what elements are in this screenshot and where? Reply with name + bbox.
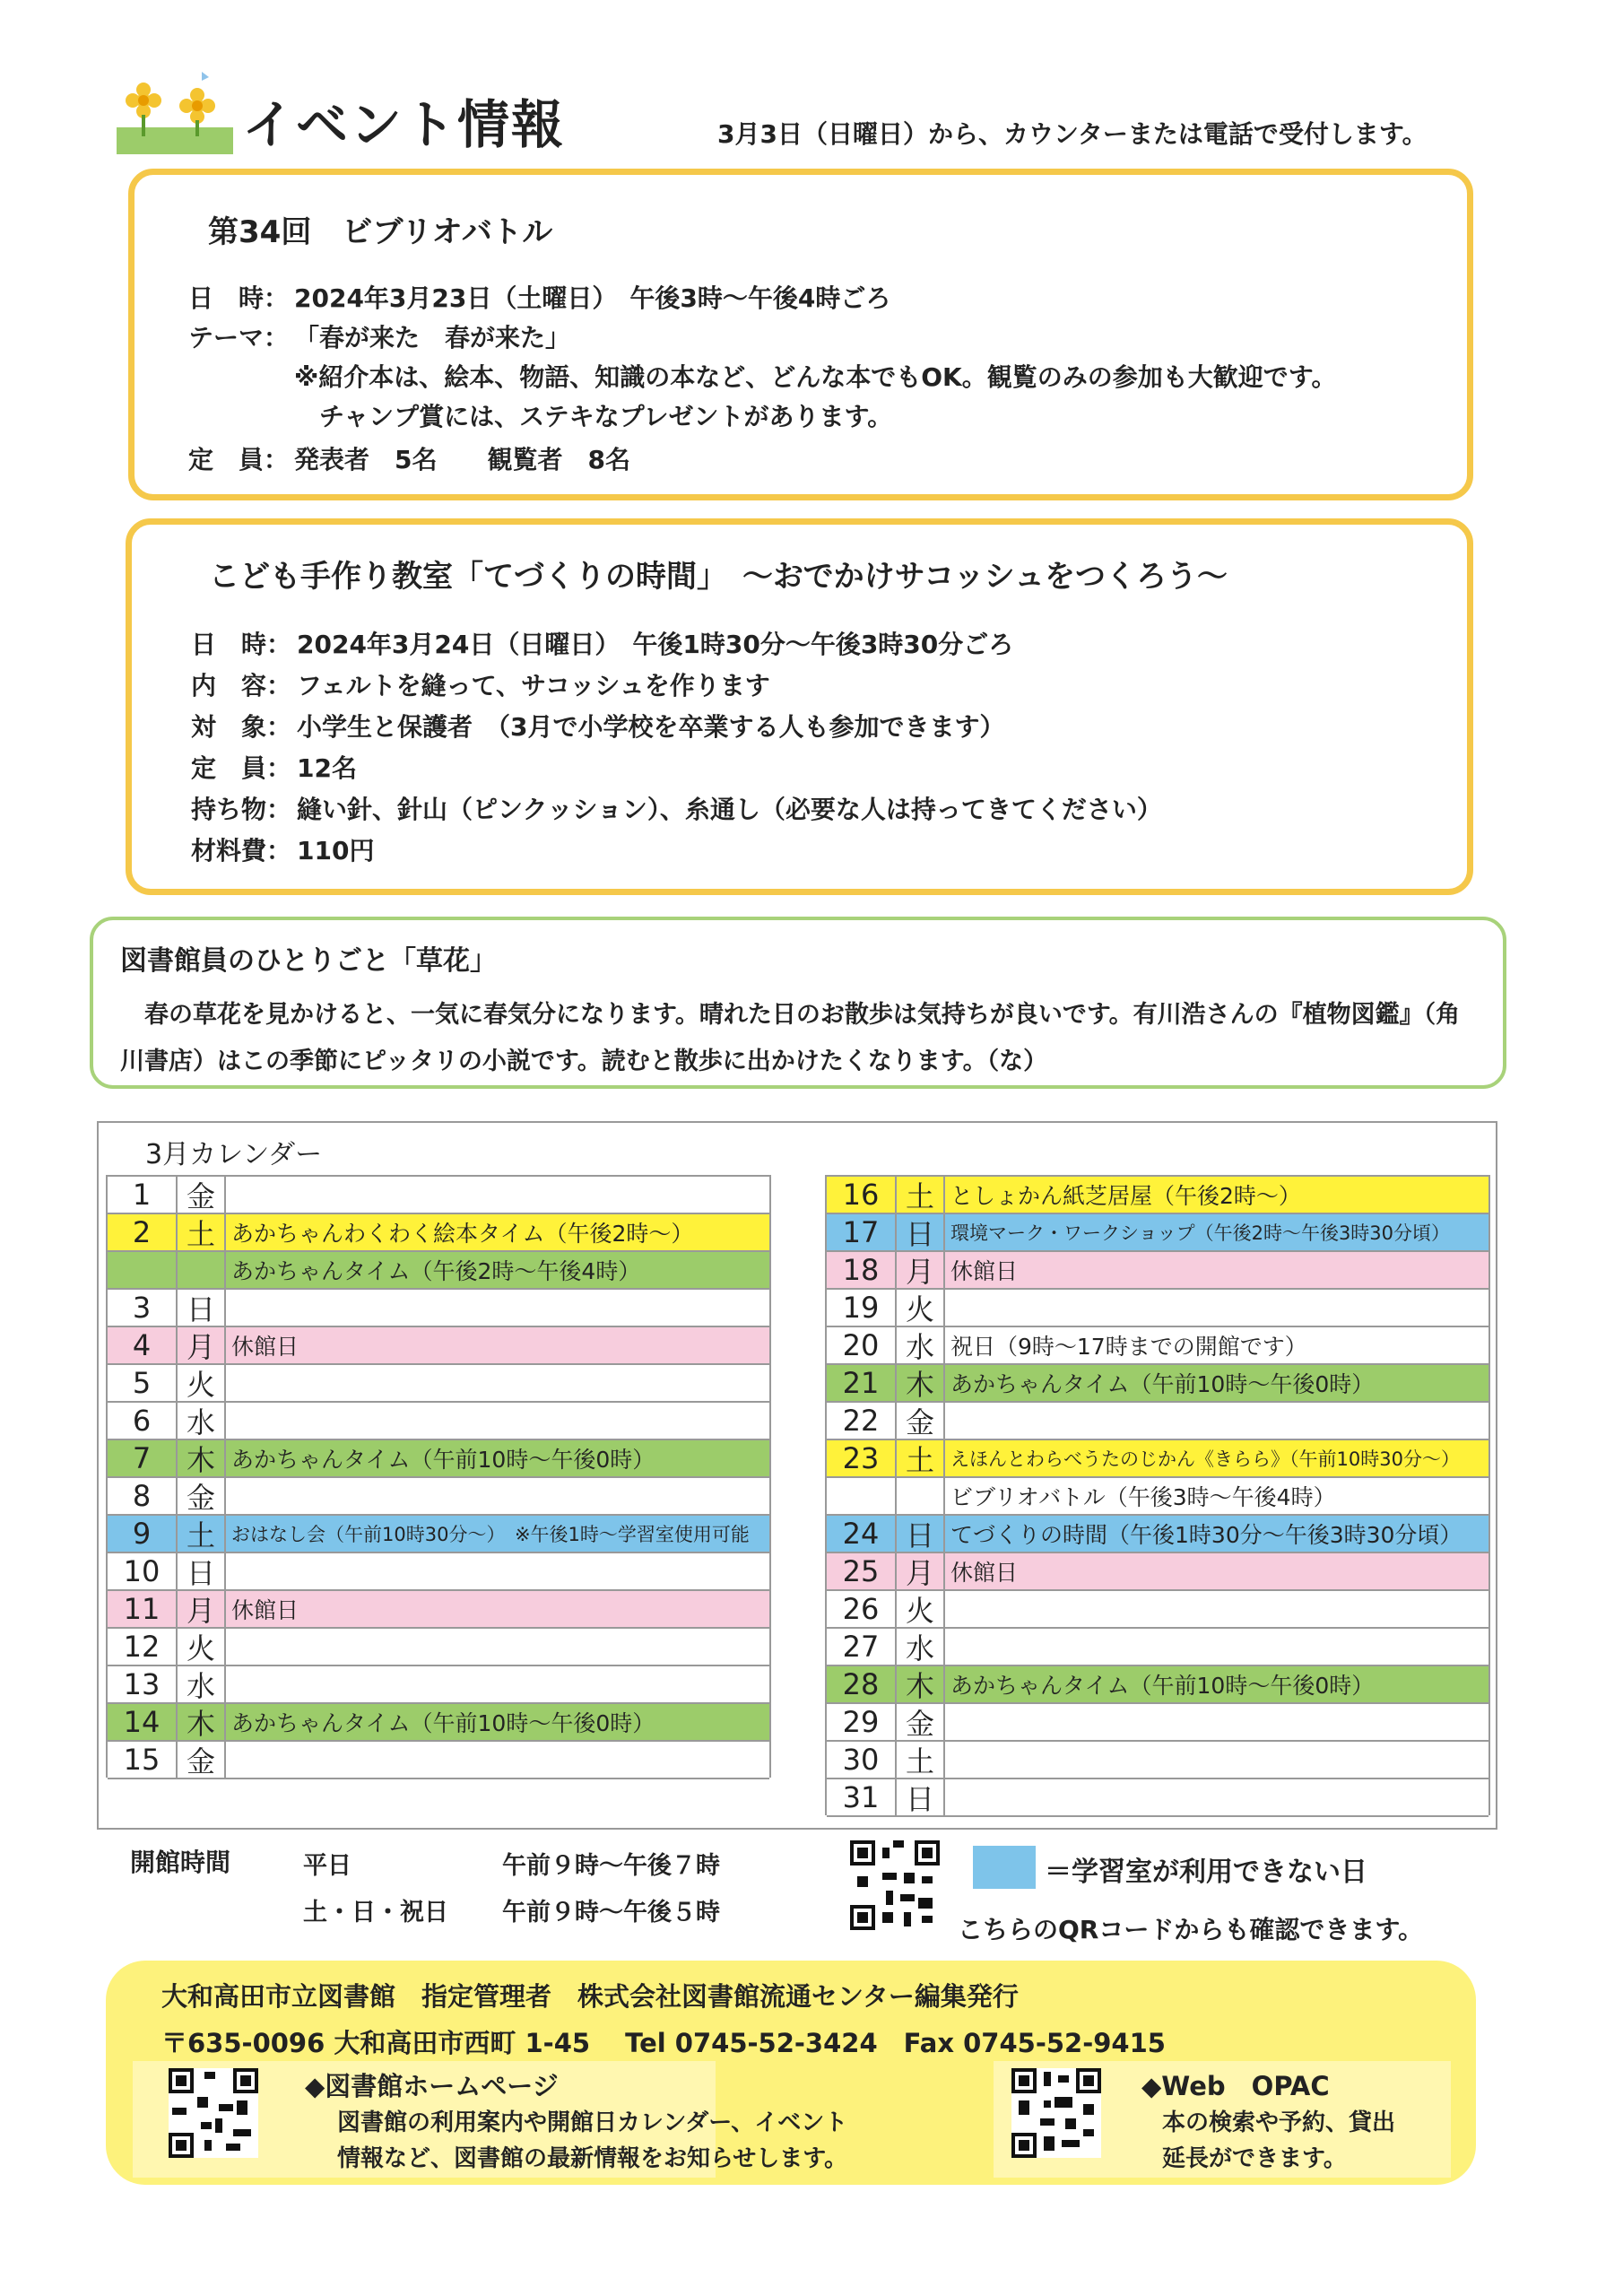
calendar-weekday: 金 bbox=[897, 1704, 945, 1740]
calendar-day: 14 bbox=[108, 1704, 178, 1740]
opac-desc: 延長ができます。 bbox=[1162, 2145, 1347, 2172]
calendar-row bbox=[827, 1779, 1488, 1817]
calendar-event: 休館日 bbox=[950, 1258, 1019, 1284]
calendar-row bbox=[108, 1365, 769, 1403]
calendar-weekday: 木 bbox=[897, 1666, 945, 1702]
calendar-event: おはなし会（午前10時30分～） ※午後1時～学習室使用可能 bbox=[231, 1524, 750, 1545]
event-row: 定 員： 発表者 5名 観覧者 8名 bbox=[188, 445, 630, 474]
calendar-weekday: 土 bbox=[178, 1516, 226, 1552]
calendar-day: 18 bbox=[827, 1252, 897, 1288]
calendar-weekday: 日 bbox=[178, 1290, 226, 1326]
calendar-row bbox=[108, 1252, 769, 1290]
calendar-row bbox=[827, 1591, 1488, 1629]
footer bbox=[106, 1961, 1476, 2185]
calendar-row bbox=[108, 1214, 769, 1252]
event-title: こども手作り教室「てづくりの時間」 ～おでかけサコッシュをつくろう～ bbox=[209, 559, 1228, 595]
note-title: 図書館員のひとりごと「草花」 bbox=[120, 945, 497, 977]
legend-swatch bbox=[973, 1846, 1036, 1889]
calendar-weekday: 月 bbox=[178, 1327, 226, 1363]
calendar-row bbox=[827, 1214, 1488, 1252]
event-row: チャンプ賞には、ステキなプレゼントがあります。 bbox=[294, 402, 893, 431]
calendar-weekday: 火 bbox=[897, 1591, 945, 1627]
event-row: ※紹介本は、絵本、物語、知識の本など、どんな本でもOK。観覧のみの参加も大歓迎です。 bbox=[294, 362, 1337, 392]
calendar-day: 28 bbox=[827, 1666, 897, 1702]
calendar-day: 3 bbox=[108, 1290, 178, 1326]
calendar-row bbox=[827, 1742, 1488, 1779]
calendar-title: 3月カレンダー bbox=[145, 1139, 323, 1170]
calendar-row bbox=[827, 1704, 1488, 1742]
calendar-row bbox=[827, 1629, 1488, 1666]
calendar-event: 祝日（9時～17時までの開館です） bbox=[950, 1334, 1307, 1360]
reception-note: 3月3日（日曜日）から、カウンターまたは電話で受付します。 bbox=[717, 119, 1428, 149]
calendar-event: あかちゃんタイム（午後2時～午後4時） bbox=[231, 1258, 641, 1284]
calendar-day: 15 bbox=[108, 1742, 178, 1778]
calendar-event: てづくりの時間（午後1時30分～午後3時30分頃） bbox=[950, 1522, 1462, 1548]
calendar-day: 16 bbox=[827, 1177, 897, 1213]
calendar-weekday: 金 bbox=[178, 1478, 226, 1514]
calendar-event: あかちゃんタイム（午前10時～午後0時） bbox=[950, 1673, 1375, 1699]
calendar-event: 休館日 bbox=[231, 1597, 299, 1623]
calendar-row bbox=[108, 1666, 769, 1704]
calendar-weekday: 月 bbox=[178, 1591, 226, 1627]
qr-icon bbox=[169, 2068, 258, 2158]
calendar-row bbox=[827, 1290, 1488, 1327]
calendar-row bbox=[108, 1742, 769, 1779]
qr-icon bbox=[850, 1840, 940, 1930]
calendar-day: 4 bbox=[108, 1327, 178, 1363]
calendar-day: 12 bbox=[108, 1629, 178, 1665]
calendar-weekday: 木 bbox=[178, 1440, 226, 1476]
calendar-event: あかちゃんタイム（午前10時～午後0時） bbox=[231, 1447, 655, 1473]
calendar-row bbox=[827, 1252, 1488, 1290]
calendar-day: 8 bbox=[108, 1478, 178, 1514]
event-biblio-battle bbox=[128, 169, 1473, 500]
calendar-row bbox=[827, 1553, 1488, 1591]
calendar-row bbox=[108, 1177, 769, 1214]
event-row: 対 象： 小学生と保護者 （3月で小学校を卒業する人も参加できます） bbox=[191, 712, 1005, 742]
calendar-event: あかちゃんタイム（午前10時～午後0時） bbox=[950, 1371, 1375, 1397]
homepage-desc: 情報など、図書館の最新情報をお知らせします。 bbox=[337, 2145, 848, 2172]
calendar-weekday: 日 bbox=[178, 1553, 226, 1589]
calendar-event: あかちゃんわくわく絵本タイム（午後2時～） bbox=[231, 1221, 694, 1247]
calendar-weekday: 土 bbox=[897, 1440, 945, 1476]
qr-note: こちらのQRコードからも確認できます。 bbox=[958, 1915, 1424, 1944]
calendar-row bbox=[108, 1478, 769, 1516]
address-line: 〒635-0096 大和高田市西町 1-45 Tel 0745-52-3424 Fax 0745-52-9415 bbox=[161, 2028, 1166, 2058]
calendar-day: 31 bbox=[827, 1779, 897, 1815]
opac-title[interactable]: ◆Web OPAC bbox=[1141, 2071, 1330, 2101]
event-row: 定 員： 12名 bbox=[191, 753, 357, 783]
calendar-weekday: 金 bbox=[178, 1177, 226, 1213]
event-row: 材料費： 110円 bbox=[191, 836, 375, 865]
calendar-weekday: 月 bbox=[897, 1252, 945, 1288]
calendar-event: 休館日 bbox=[950, 1560, 1019, 1586]
calendar-weekday: 水 bbox=[897, 1327, 945, 1363]
calendar-day: 10 bbox=[108, 1553, 178, 1589]
publisher-line: 大和高田市立図書館 指定管理者 株式会社図書館流通センター編集発行 bbox=[161, 1981, 1019, 2012]
calendar-day: 27 bbox=[827, 1629, 897, 1665]
qr-icon bbox=[1011, 2068, 1101, 2158]
holiday-time: 午前９時～午後５時 bbox=[502, 1899, 720, 1926]
calendar-event: ビブリオバトル（午後3時～午後4時） bbox=[950, 1484, 1336, 1510]
opac-qr-code[interactable] bbox=[1011, 2068, 1101, 2158]
calendar-day: 24 bbox=[827, 1516, 897, 1552]
calendar-row bbox=[827, 1327, 1488, 1365]
homepage-title[interactable]: ◆図書館ホームページ bbox=[305, 2071, 559, 2101]
calendar-weekday bbox=[897, 1478, 945, 1514]
calendar-weekday: 水 bbox=[178, 1666, 226, 1702]
event-handcraft bbox=[126, 518, 1473, 895]
calendar-event: としょかん紙芝居屋（午後2時～） bbox=[950, 1183, 1301, 1209]
calendar-row bbox=[108, 1290, 769, 1327]
calendar-day: 22 bbox=[827, 1403, 897, 1439]
calendar-day bbox=[827, 1478, 897, 1514]
flower-icon bbox=[117, 65, 233, 154]
calendar-day: 29 bbox=[827, 1704, 897, 1740]
page-title: イベント情報 bbox=[242, 94, 566, 155]
calendar-weekday: 土 bbox=[178, 1214, 226, 1250]
calendar-event: 休館日 bbox=[231, 1334, 299, 1360]
calendar-day: 1 bbox=[108, 1177, 178, 1213]
holiday-label: 土・日・祝日 bbox=[303, 1899, 448, 1926]
calendar-row bbox=[827, 1516, 1488, 1553]
calendar-day: 23 bbox=[827, 1440, 897, 1476]
calendar-row bbox=[108, 1516, 769, 1553]
calendar-weekday: 日 bbox=[897, 1779, 945, 1815]
calendar-day: 6 bbox=[108, 1403, 178, 1439]
calendar-day: 26 bbox=[827, 1591, 897, 1627]
calendar-weekday bbox=[178, 1252, 226, 1288]
calendar-weekday: 日 bbox=[897, 1516, 945, 1552]
weekday-label: 平日 bbox=[303, 1852, 352, 1880]
hours-label: 開館時間 bbox=[130, 1848, 231, 1877]
opac-desc: 本の検索や予約、貸出 bbox=[1162, 2109, 1396, 2136]
calendar-row bbox=[108, 1553, 769, 1591]
calendar-weekday: 金 bbox=[897, 1403, 945, 1439]
legend-text: ＝学習室が利用できない日 bbox=[1045, 1857, 1367, 1888]
calendar-weekday: 木 bbox=[897, 1365, 945, 1401]
calendar-row bbox=[108, 1591, 769, 1629]
calendar-row bbox=[108, 1704, 769, 1742]
librarian-note bbox=[90, 917, 1506, 1089]
event-row: テーマ： 「春が来た 春が来た」 bbox=[188, 323, 571, 352]
weekday-time: 午前９時～午後７時 bbox=[502, 1852, 720, 1880]
note-text: 春の草花を見かけると、一気に春気分になります。晴れた日のお散歩は気持ちが良いです。有川浩さんの『植物図鑑』（角川書店）はこの季節にピッタリの小説です。読むと散歩に出かけたくなります。（な） bbox=[120, 1001, 1461, 1075]
calendar-event: 環境マーク・ワークショップ（午後2時～午後3時30分頃） bbox=[950, 1222, 1451, 1244]
calendar-weekday: 木 bbox=[178, 1704, 226, 1740]
calendar-left-column bbox=[106, 1175, 771, 1778]
calendar-row bbox=[108, 1403, 769, 1440]
calendar-row bbox=[108, 1327, 769, 1365]
calendar-row bbox=[827, 1440, 1488, 1478]
calendar-row bbox=[827, 1403, 1488, 1440]
calendar-day: 21 bbox=[827, 1365, 897, 1401]
calendar-day: 25 bbox=[827, 1553, 897, 1589]
calendar-right-column bbox=[825, 1175, 1490, 1815]
calendar-day: 30 bbox=[827, 1742, 897, 1778]
calendar-day: 20 bbox=[827, 1327, 897, 1363]
event-row: 日 時： 2024年3月24日（日曜日） 午後1時30分～午後3時30分ごろ bbox=[191, 630, 1014, 659]
homepage-desc: 図書館の利用案内や開館日カレンダー、イベント bbox=[337, 2109, 848, 2136]
event-row: 内 容： フェルトを縫って、サコッシュを作ります bbox=[191, 671, 770, 700]
calendar-weekday: 水 bbox=[897, 1629, 945, 1665]
calendar-day: 7 bbox=[108, 1440, 178, 1476]
calendar-day: 17 bbox=[827, 1214, 897, 1250]
calendar-day: 5 bbox=[108, 1365, 178, 1401]
calendar-row bbox=[827, 1365, 1488, 1403]
calendar-day bbox=[108, 1252, 178, 1288]
calendar-day: 11 bbox=[108, 1591, 178, 1627]
event-row: 日 時： 2024年3月23日（土曜日） 午後3時～午後4時ごろ bbox=[188, 283, 891, 313]
calendar-row bbox=[827, 1177, 1488, 1214]
calendar-weekday: 土 bbox=[897, 1177, 945, 1213]
calendar-row bbox=[827, 1478, 1488, 1516]
calendar-row bbox=[108, 1629, 769, 1666]
calendar-event: あかちゃんタイム（午前10時～午後0時） bbox=[231, 1710, 655, 1736]
calendar-weekday: 金 bbox=[178, 1742, 226, 1778]
calendar-weekday: 火 bbox=[178, 1629, 226, 1665]
event-row: 持ち物： 縫い針、針山（ピンクッション）、糸通し（必要な人は持ってきてください） bbox=[191, 795, 1162, 824]
event-title: 第34回 ビブリオバトル bbox=[208, 214, 553, 250]
calendar-day: 13 bbox=[108, 1666, 178, 1702]
calendar-row bbox=[108, 1440, 769, 1478]
calendar-day: 9 bbox=[108, 1516, 178, 1552]
homepage-qr-code[interactable] bbox=[169, 2068, 258, 2158]
calendar-event: えほんとわらべうたのじかん《きらら》（午前10時30分～） bbox=[950, 1448, 1460, 1470]
calendar-qr-code[interactable] bbox=[850, 1840, 940, 1930]
calendar-weekday: 月 bbox=[897, 1553, 945, 1589]
calendar-row bbox=[827, 1666, 1488, 1704]
calendar-weekday: 土 bbox=[897, 1742, 945, 1778]
calendar-weekday: 火 bbox=[897, 1290, 945, 1326]
calendar-weekday: 水 bbox=[178, 1403, 226, 1439]
calendar-day: 2 bbox=[108, 1214, 178, 1250]
calendar-weekday: 火 bbox=[178, 1365, 226, 1401]
calendar-weekday: 日 bbox=[897, 1214, 945, 1250]
calendar-day: 19 bbox=[827, 1290, 897, 1326]
